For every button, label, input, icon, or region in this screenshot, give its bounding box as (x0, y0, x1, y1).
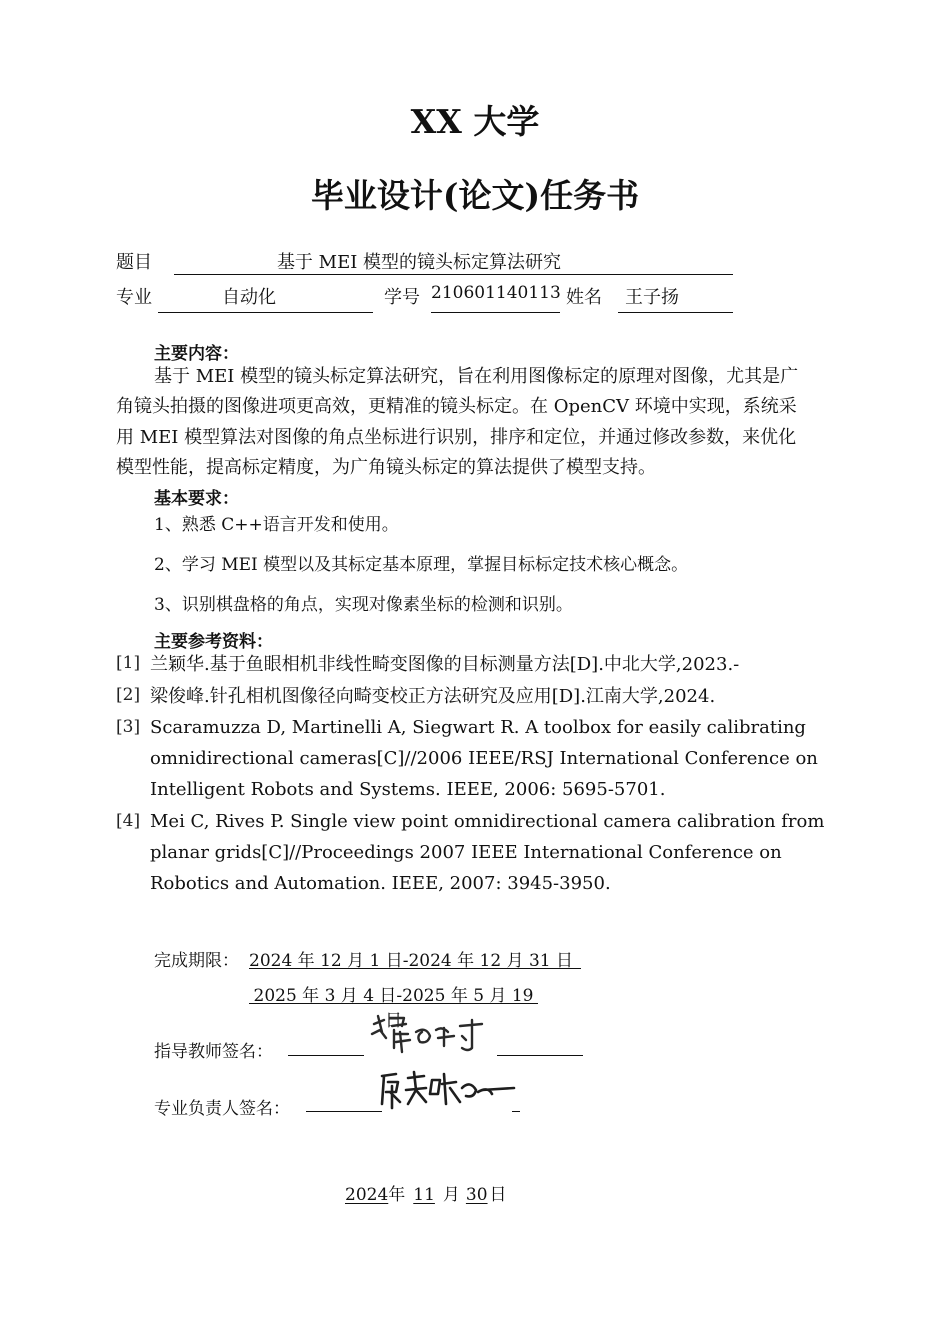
major-underline (158, 312, 373, 313)
reference-number: [4] (116, 811, 141, 831)
reference-text: Intelligent Robots and Systems. IEEE, 2006: 5695-5701. (150, 779, 666, 800)
requirement-item: 1、熟悉 C++语言开发和使用。 (154, 515, 399, 535)
date-year: 2024 (345, 1185, 389, 1205)
student-id-label: 学号 (384, 287, 420, 308)
date-month-unit: 月 (442, 1185, 460, 1205)
student-id-value: 210601140113 (431, 283, 561, 303)
document-title: 毕业设计(论文)任务书 (310, 176, 640, 215)
content-line: 基于 MEI 模型的镜头标定算法研究，旨在利用图像标定的原理对图像，尤其是广 (154, 366, 799, 387)
major-value: 自动化 (222, 287, 276, 308)
advisor-signature-line (497, 1055, 583, 1056)
reference-text: 兰颖华.基于鱼眼相机非线性畸变图像的目标测量方法[D].中北大学,2023.- (150, 654, 740, 675)
advisor-signature-image (370, 1012, 490, 1056)
requirement-item: 3、识别棋盘格的角点，实现对像素坐标的检测和识别。 (154, 595, 573, 615)
student-id-underline (431, 312, 560, 313)
deadline-period-2: 2025 年 3 月 4 日-2025 年 5 月 19 日 (249, 981, 538, 1004)
reference-text: Robotics and Automation. IEEE, 2007: 3945-3950. (150, 873, 611, 894)
major-label: 专业 (116, 287, 152, 308)
requirements-heading: 基本要求： (154, 489, 239, 509)
date-month: 11 (413, 1185, 435, 1205)
reference-text: Scaramuzza D, Martinelli A, Siegwart R. A toolbox for easily calibrating (150, 717, 806, 738)
university-title: XX 大学 (410, 102, 540, 141)
name-underline (618, 312, 733, 313)
date-day: 30 (465, 1185, 488, 1205)
department-head-signature-line (306, 1111, 382, 1112)
department-head-signature-label: 专业负责人签名： (154, 1099, 290, 1119)
reference-text: omnidirectional cameras[C]//2006 IEEE/RSJ International Conference on (150, 748, 818, 769)
topic-underline (174, 274, 733, 275)
content-heading: 主要内容： (154, 344, 239, 364)
deadline-label: 完成期限： (154, 951, 239, 971)
references-heading: 主要参考资料： (154, 632, 273, 652)
content-line: 模型性能，提高标定精度，为广角镜头标定的算法提供了模型支持。 (116, 457, 656, 478)
content-line: 用 MEI 模型算法对图像的角点坐标进行识别，排序和定位，并通过修改参数，来优化 (116, 427, 797, 448)
signing-date (345, 1180, 507, 1205)
reference-text: Mei C, Rives P. Single view point omnidirectional camera calibration from (150, 811, 825, 832)
advisor-signature-label: 指导教师签名： (154, 1042, 273, 1062)
reference-text: 梁俊峰.针孔相机图像径向畸变校正方法研究及应用[D].江南大学,2024. (150, 686, 716, 707)
reference-number: [1] (116, 653, 141, 673)
reference-number: [2] (116, 685, 141, 705)
reference-number: [3] (116, 717, 141, 737)
date-year-unit: 年 (388, 1185, 406, 1205)
name-value: 王子扬 (625, 287, 679, 308)
topic-label: 题目 (116, 252, 152, 273)
department-head-signature-image (378, 1068, 518, 1112)
date-day-unit: 日 (489, 1185, 507, 1205)
content-line: 角镜头拍摄的图像进项更高效，更精准的镜头标定。在 OpenCV 环境中实现，系统采 (116, 396, 797, 417)
requirement-item: 2、学习 MEI 模型以及其标定基本原理，掌握目标标定技术核心概念。 (154, 555, 689, 575)
deadline-period-1: 2024 年 12 月 1 日-2024 年 12 月 31 日 (249, 946, 581, 969)
advisor-signature-line (288, 1055, 364, 1056)
reference-text: planar grids[C]//Proceedings 2007 IEEE International Conference on (150, 842, 782, 863)
name-label: 姓名 (566, 287, 602, 308)
topic-value: 基于 MEI 模型的镜头标定算法研究 (276, 252, 562, 273)
